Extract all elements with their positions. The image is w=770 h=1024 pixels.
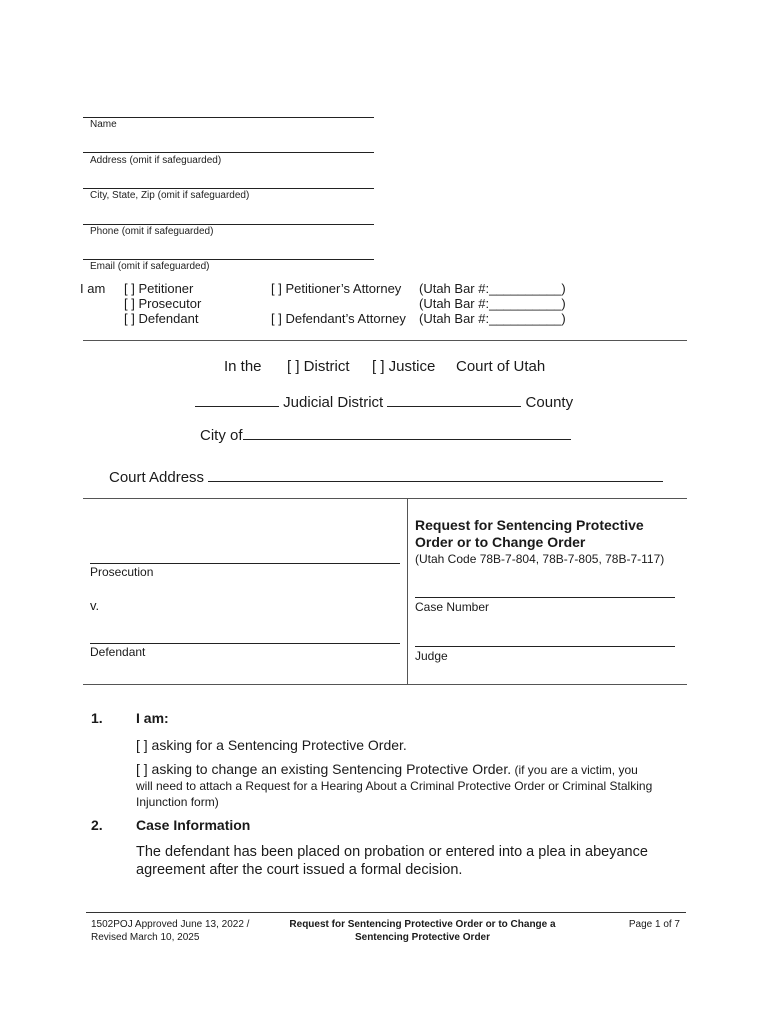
judge-line[interactable] (415, 646, 675, 647)
versus-label: v. (90, 598, 100, 613)
email-line[interactable] (83, 259, 374, 260)
city-label: City, State, Zip (omit if safeguarded) (90, 190, 250, 201)
footer-form-id (91, 918, 249, 944)
case-information-text (136, 843, 696, 879)
defendant-label: Defendant (90, 645, 146, 659)
petitioner-checkbox[interactable]: [ ] Petitioner (124, 281, 194, 296)
prosecution-label: Prosecution (90, 565, 154, 579)
defendant-line[interactable] (90, 643, 400, 644)
caption-center-divider (407, 499, 408, 685)
in-the-label: In the (224, 358, 262, 375)
bar-number-2[interactable]: (Utah Bar #:__________) (419, 296, 566, 311)
name-label: Name (90, 119, 117, 130)
phone-line[interactable] (83, 224, 374, 225)
bar-number-3[interactable]: (Utah Bar #:__________) (419, 311, 566, 326)
section-1-number: 1. (91, 710, 103, 726)
form-title-line-2: Order or to Change Order (415, 534, 586, 550)
request-new-order-checkbox[interactable]: [ ] asking for a Sentencing Protective Order. (136, 737, 407, 753)
section-1-title: I am: (136, 710, 169, 726)
district-number-field[interactable] (195, 392, 279, 407)
section-2-title: Case Information (136, 817, 251, 833)
county-field[interactable] (387, 392, 521, 407)
footer-title-line-1: Request for Sentencing Protective Order or to Change a (289, 919, 556, 930)
case-information-line-1: The defendant has been placed on probation or entered into a plea in abeyance (136, 844, 648, 860)
justice-checkbox[interactable]: [ ] Justice (372, 358, 436, 375)
city-field[interactable] (243, 425, 571, 440)
caption-top-border (83, 498, 687, 499)
footer-rule (86, 912, 686, 913)
court-address-field[interactable] (208, 467, 663, 482)
change-order-note-a: (if you are a victim, you (511, 763, 638, 777)
judicial-district-row (195, 392, 573, 411)
footer-title (270, 918, 575, 944)
prosecution-line[interactable] (90, 563, 400, 564)
court-address-row (109, 467, 663, 486)
change-order-note-b: will need to attach a Request for a Hearing About a Criminal Protective Order or Criminal Stalking (136, 779, 653, 793)
footer-form-id-line-1: 1502POJ Approved June 13, 2022 / (91, 919, 250, 930)
judge-label: Judge (415, 649, 448, 663)
county-label: County (525, 394, 574, 411)
name-line[interactable] (83, 117, 374, 118)
bar-number-1[interactable]: (Utah Bar #:__________) (419, 281, 566, 296)
caption-bottom-border (83, 684, 687, 685)
defendant-attorney-checkbox[interactable]: [ ] Defendant’s Attorney (271, 311, 406, 326)
address-line[interactable] (83, 152, 374, 153)
petitioner-attorney-checkbox[interactable]: [ ] Petitioner’s Attorney (271, 281, 402, 296)
code-reference: (Utah Code 78B-7-804, 78B-7-805, 78B-7-117) (415, 552, 665, 566)
judicial-district-label: Judicial District (283, 394, 384, 411)
court-address-label: Court Address (109, 469, 205, 486)
case-number-label: Case Number (415, 600, 490, 614)
district-checkbox[interactable]: [ ] District (287, 358, 350, 375)
defendant-checkbox[interactable]: [ ] Defendant (124, 311, 199, 326)
city-line[interactable] (83, 188, 374, 189)
form-title (415, 517, 644, 551)
address-label: Address (omit if safeguarded) (90, 155, 222, 166)
footer-title-line-2: Sentencing Protective Order (354, 932, 491, 943)
change-order-text: [ ] asking to change an existing Sentencing Protective Order. (136, 761, 512, 777)
form-title-line-1: Request for Sentencing Protective (415, 517, 644, 533)
city-of-label: City of (200, 427, 243, 444)
i-am-label: I am (80, 281, 106, 296)
email-label: Email (omit if safeguarded) (90, 261, 210, 272)
divider (83, 340, 687, 341)
city-row (200, 425, 571, 444)
request-change-order-checkbox[interactable] (136, 762, 696, 810)
case-number-line[interactable] (415, 597, 675, 598)
court-of-utah-label: Court of Utah (456, 358, 546, 375)
section-2-number: 2. (91, 817, 103, 833)
case-information-line-2: agreement after the court issued a formal decision. (136, 862, 463, 878)
footer-form-id-line-2: Revised March 10, 2025 (91, 932, 200, 943)
change-order-note-c: Injunction form) (136, 795, 219, 809)
prosecutor-checkbox[interactable]: [ ] Prosecutor (124, 296, 202, 311)
phone-label: Phone (omit if safeguarded) (90, 226, 214, 237)
footer-page-number: Page 1 of 7 (628, 919, 680, 930)
